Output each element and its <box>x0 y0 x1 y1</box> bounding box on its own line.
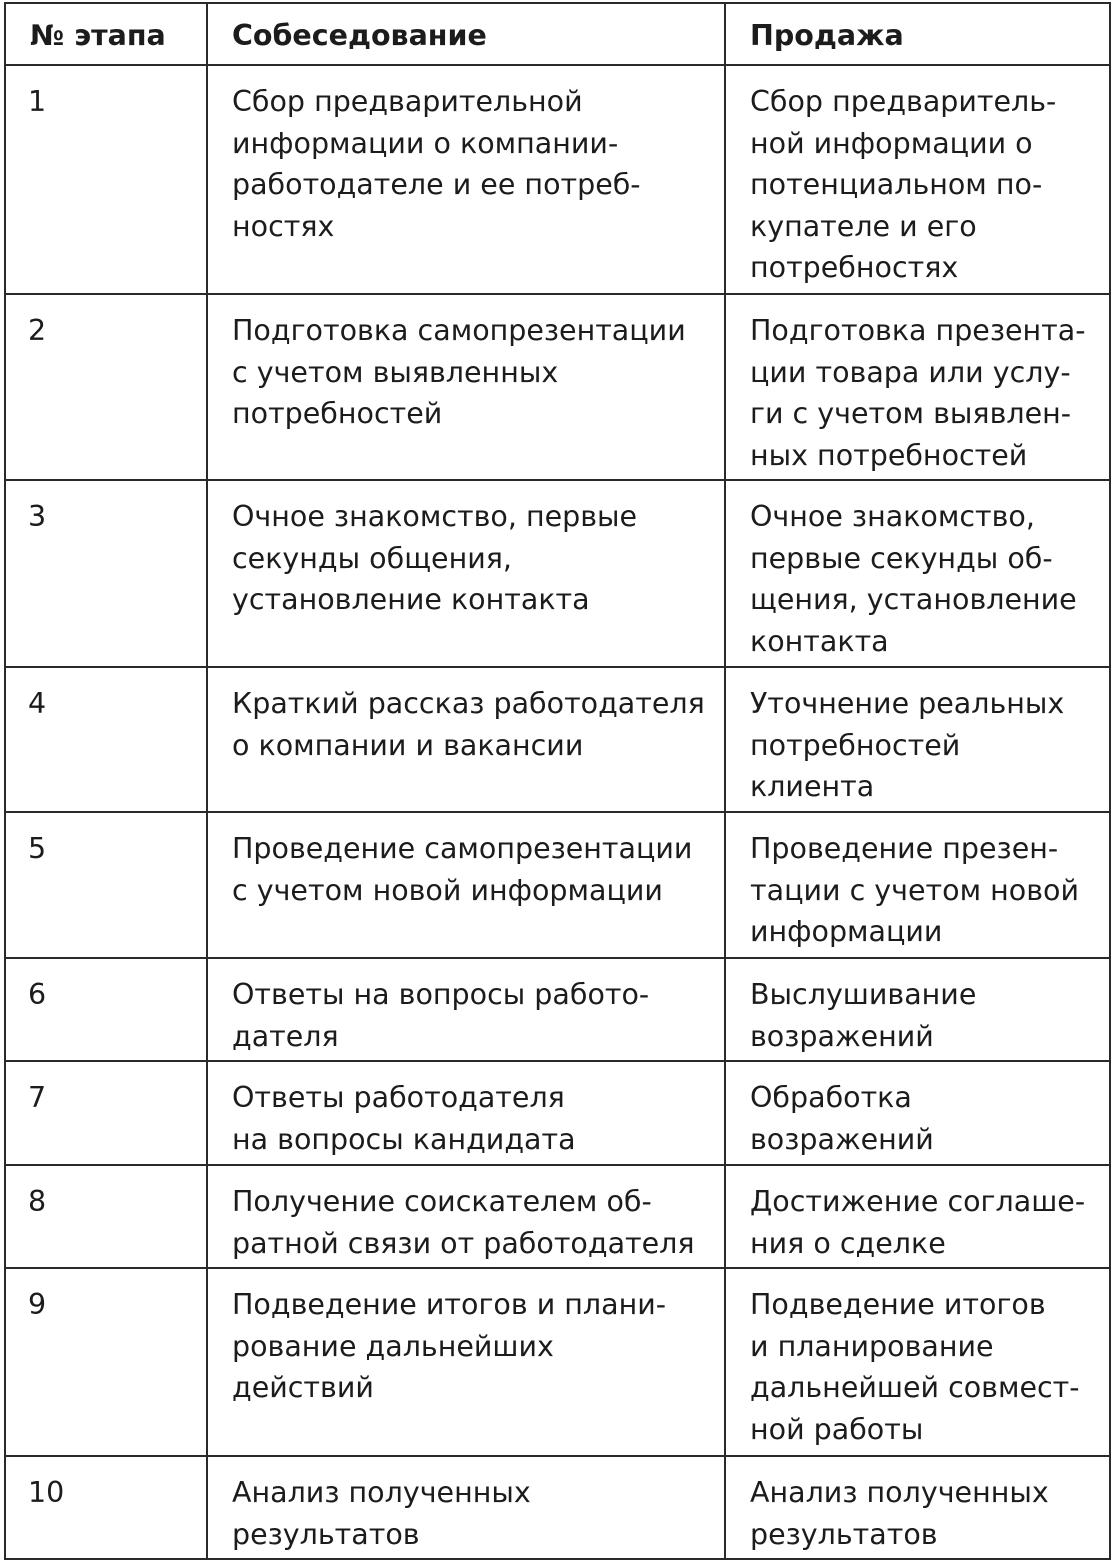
interview-cell: Подготовка самопрезентации с учетом выявленных потребностей <box>207 294 725 480</box>
header-sale: Продажа <box>725 3 1110 65</box>
table-row <box>5 958 1110 1061</box>
stages-comparison-table <box>4 2 1111 1560</box>
sale-cell: Подготовка презента- ции товара или услу- ги с учетом выявлен- ных потребностей <box>725 294 1110 480</box>
table-row <box>5 1268 1110 1456</box>
stage-number: 8 <box>5 1165 207 1268</box>
sale-cell: Обработка возражений <box>725 1061 1110 1165</box>
interview-cell: Краткий рассказ работодателя о компании и вакансии <box>207 667 725 812</box>
sale-cell: Уточнение реальных потребностей клиента <box>725 667 1110 812</box>
stage-number: 1 <box>5 65 207 294</box>
interview-cell: Сбор предварительной информации о компании- работодателе и ее потреб- ностях <box>207 65 725 294</box>
sale-cell: Достижение соглаше- ния о сделке <box>725 1165 1110 1268</box>
stage-number: 9 <box>5 1268 207 1456</box>
table-row <box>5 812 1110 958</box>
table-row <box>5 1061 1110 1165</box>
header-interview: Собеседование <box>207 3 725 65</box>
header-stage-number: № этапа <box>5 3 207 65</box>
interview-cell: Анализ полученных результатов <box>207 1456 725 1559</box>
table-header <box>5 3 1110 65</box>
table-row <box>5 65 1110 294</box>
interview-cell: Проведение самопрезентации с учетом новой информации <box>207 812 725 958</box>
stage-number: 4 <box>5 667 207 812</box>
table-row <box>5 480 1110 667</box>
stage-number: 2 <box>5 294 207 480</box>
stage-number: 3 <box>5 480 207 667</box>
sale-cell: Сбор предваритель- ной информации о потенциальном по- купателе и его потребностях <box>725 65 1110 294</box>
sale-cell: Анализ полученных результатов <box>725 1456 1110 1559</box>
sale-cell: Проведение презен- тации с учетом новой информации <box>725 812 1110 958</box>
interview-cell: Ответы на вопросы работо- дателя <box>207 958 725 1061</box>
stage-number: 7 <box>5 1061 207 1165</box>
table-row <box>5 294 1110 480</box>
sale-cell: Выслушивание возражений <box>725 958 1110 1061</box>
sale-cell: Подведение итогов и планирование дальнейшей совмест- ной работы <box>725 1268 1110 1456</box>
stage-number: 10 <box>5 1456 207 1559</box>
sale-cell: Очное знакомство, первые секунды об- щения, установление контакта <box>725 480 1110 667</box>
interview-cell: Получение соискателем об- ратной связи от работодателя <box>207 1165 725 1268</box>
table-body <box>5 65 1110 1559</box>
table-row <box>5 1165 1110 1268</box>
stage-number: 5 <box>5 812 207 958</box>
table-row <box>5 667 1110 812</box>
table-row <box>5 1456 1110 1559</box>
header-row <box>5 3 1110 65</box>
interview-cell: Ответы работодателя на вопросы кандидата <box>207 1061 725 1165</box>
interview-cell: Подведение итогов и плани- рование дальнейших действий <box>207 1268 725 1456</box>
stage-number: 6 <box>5 958 207 1061</box>
interview-cell: Очное знакомство, первые секунды общения, установление контакта <box>207 480 725 667</box>
